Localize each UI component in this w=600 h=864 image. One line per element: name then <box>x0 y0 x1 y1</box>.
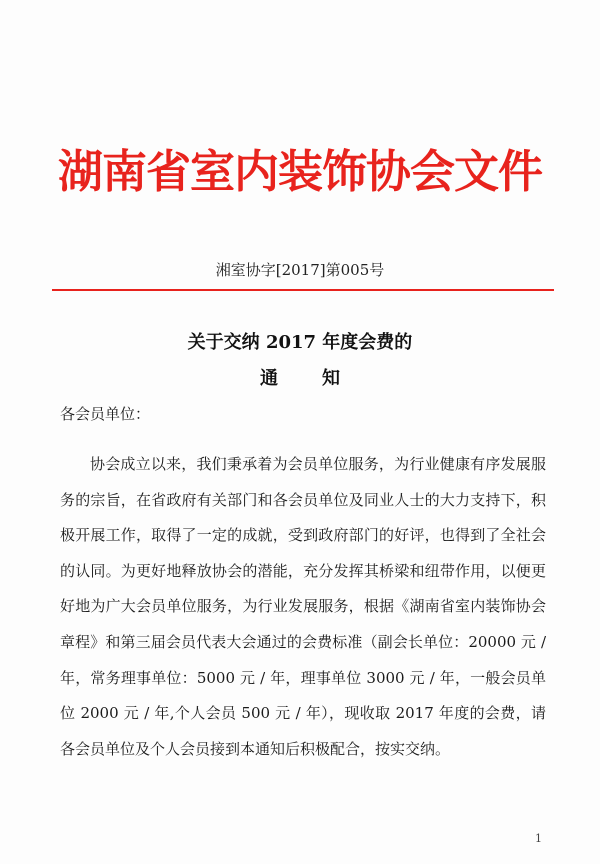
header-divider <box>52 289 554 291</box>
body-paragraph: 协会成立以来，我们秉承着为会员单位服务，为行业健康有序发展服务的宗旨，在省政府有关部门和各会员单位及同业人士的大力支持下，积极开展工作，取得了一定的成就，受到政府部门的好评，也得到了全社会的认同。为更好地释放协会的潜能，充分发挥其桥梁和纽带作用，以便更好地为广大会员单位服务，为行业发展服务，根据《湖南省室内装饰协会章程》和第三届会员代表大会通过的会费标准（副会长单位：20000 元 / 年，常务理事单位：5000 元 / 年，理事单位 3000 元 / 年，一般会员单位 2000 元 / 年,个人会员 500 元 / 年），现收取 2017 年度的会费，请各会员单位及个人会员接到本通知后积极配合，按实交纳。 <box>60 455 546 758</box>
org-header-title: 湖南省室内装饰协会文件 <box>57 145 542 198</box>
page-number: 1 <box>535 832 542 845</box>
document-number: 湘室协字[2017]第005号 <box>215 261 385 279</box>
salutation: 各会员单位： <box>60 405 151 423</box>
notice-title-word: 通知 <box>260 368 384 389</box>
notice-title: 关于交纳 2017 年度会费的 <box>187 332 413 353</box>
